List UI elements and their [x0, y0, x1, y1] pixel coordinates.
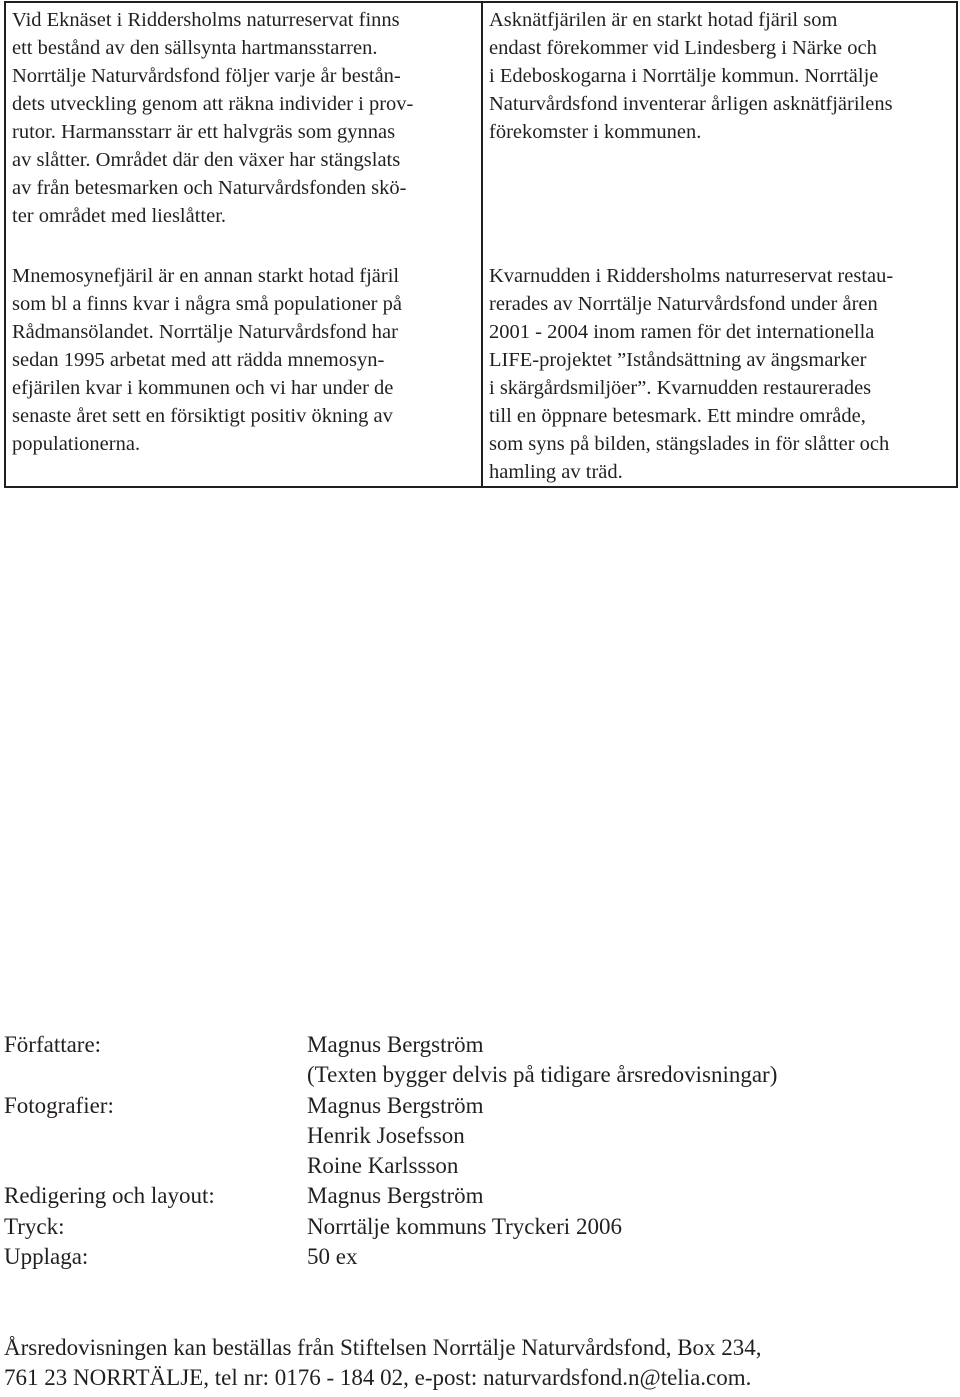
credit-label: Fotografier:	[4, 1092, 114, 1118]
credit-label: Redigering och layout:	[4, 1183, 215, 1209]
credit-values	[307, 1030, 944, 1091]
credit-value: Magnus Bergström	[307, 1032, 484, 1057]
contact-line: 761 23 NORRTÄLJE, tel nr: 0176 - 184 02, e-post: naturvardsfond.n@telia.com.	[4, 1365, 752, 1390]
caption-box-asknatfjaril	[481, 6, 957, 146]
caption-text: Kvarnudden i Riddersholms naturreservat restau- rerades av Norrtälje Naturvårdsfond under åren 2001 - 2004 inom ramen för det internationella LIFE-projektet ”Iståndsättning av ängsmarker i skärgårdsmiljöer”. Kvarnudden restaurerades till en öppnare betesmark. Ett mindre område, som syns på bilden, stängslades in för slåtter och hamling av träd.	[489, 265, 894, 483]
credit-values	[307, 1212, 944, 1242]
credit-value: Magnus Bergström	[307, 1092, 484, 1118]
credit-values	[307, 1242, 944, 1272]
caption-text: Vid Eknäset i Riddersholms naturreservat finns ett bestånd av den sällsynta hartmansstarren. Norrtälje Naturvårdsfond följer varje år bestån- dets utveckling genom att räkna individer i prov- rutor. Harmansstarr är ett halvgräs som gynnas av slåtter. Området där den växer har stängslats av från betesmarken och Naturvårdsfonden skö- ter området med lieslåtter.	[12, 9, 414, 227]
contact-line: Årsredovisningen kan beställas från Stiftelsen Norrtälje Naturvårdsfond, Box 234,	[4, 1335, 762, 1360]
caption-text: Mnemosynefjäril är en annan starkt hotad fjäril som bl a finns kvar i några små populationer på Rådmansölandet. Norrtälje Naturvårdsfond har sedan 1995 arbetat med att rädda mnemosyn- efjärilen kvar i kommunen och vi har under de senaste året sett en försiktigt positiv ökning av populationerna.	[12, 265, 402, 455]
caption-box-kvarnudden	[481, 262, 957, 486]
credit-values	[307, 1181, 944, 1211]
credit-row-author	[4, 1030, 944, 1091]
contact-info	[4, 1333, 954, 1393]
credit-value: (Texten bygger delvis på tidigare årsredovisningar)	[307, 1062, 778, 1088]
credit-value: 50 ex	[307, 1244, 358, 1270]
credit-row-layout	[4, 1181, 944, 1211]
credit-row-edition	[4, 1242, 944, 1272]
caption-box-hartmansstarr	[4, 6, 478, 230]
caption-box-mnemosynefjaril	[4, 262, 478, 458]
credit-value: Norrtälje kommuns Tryckeri 2006	[307, 1213, 622, 1239]
credit-row-photos	[4, 1091, 944, 1182]
credits-section	[4, 1030, 944, 1272]
credit-label: Tryck:	[4, 1213, 65, 1239]
credit-row-print	[4, 1212, 944, 1242]
credit-value: Roine Karlssson	[307, 1153, 459, 1179]
credit-values	[307, 1091, 944, 1182]
credit-label: Författare:	[4, 1032, 102, 1057]
credit-label: Upplaga:	[4, 1244, 89, 1270]
credit-value: Magnus Bergström	[307, 1183, 484, 1209]
caption-text: Asknätfjärilen är en starkt hotad fjäril som endast förekommer vid Lindesberg i Närke och i Edeboskogarna i Norrtälje kommun. Norrtälje Naturvårdsfond inventerar årligen asknätfjärilens förekomster i kommunen.	[489, 9, 893, 143]
credit-value: Henrik Josefsson	[307, 1122, 465, 1148]
